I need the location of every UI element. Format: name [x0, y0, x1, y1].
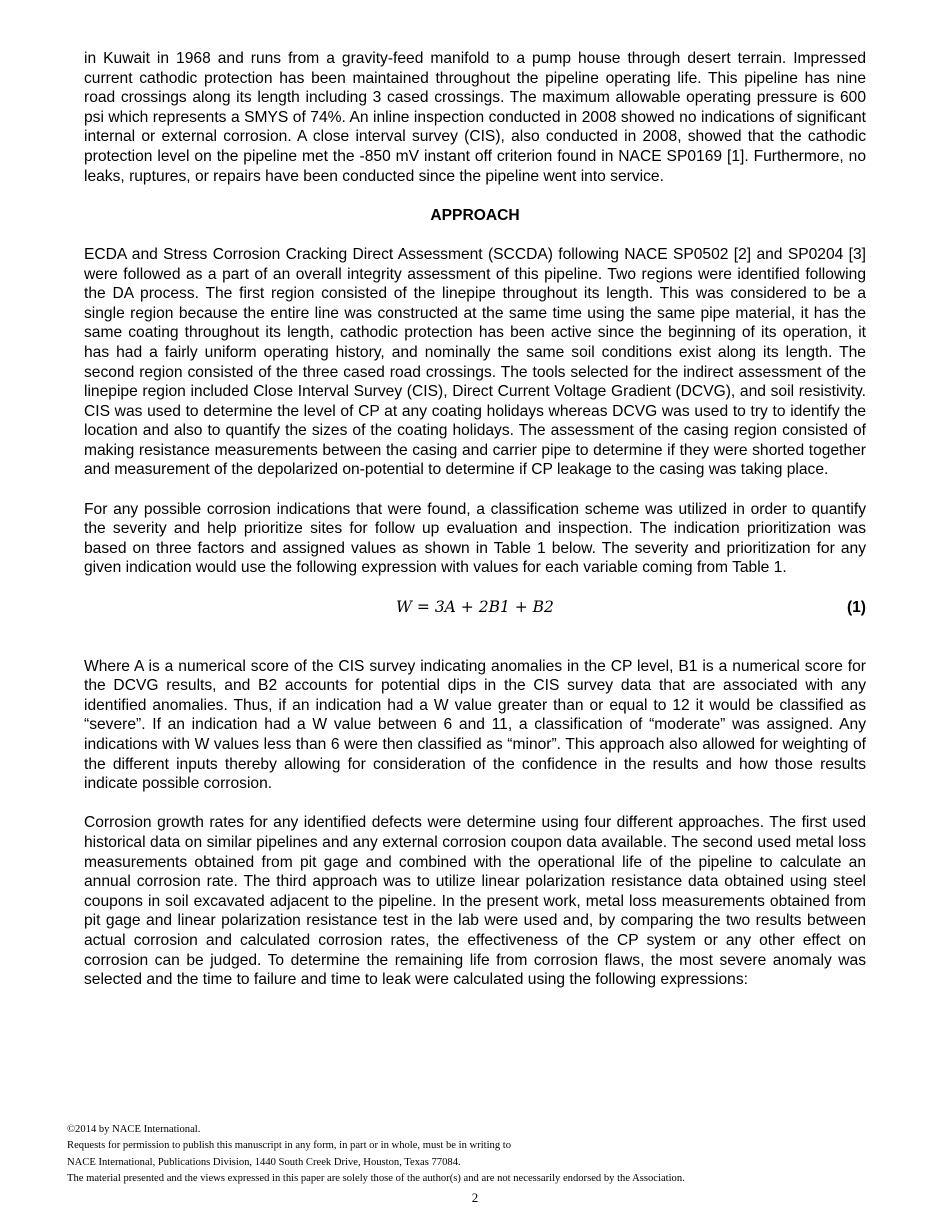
equation-block: [84, 598, 866, 618]
footer: [67, 1122, 887, 1188]
footer-address: NACE International, Publications Division, 1440 South Creek Drive, Houston, Texas 77084.: [67, 1156, 461, 1168]
paragraph-intro: in Kuwait in 1968 and runs from a gravity-feed manifold to a pump house through desert terrain. Impressed current cathodic protection has been maintained throughout the pipeline operating life. This pipeline has nine road crossings along its length including 3 cased crossings. The maximum allowable operating pressure is 600 psi which represents a SMYS of 74%. An inline inspection conducted in 2008 showed no indications of significant internal or external corrosion. A close interval survey (CIS), also conducted in 2008, showed that the cathodic protection level on the pipeline met the -850 mV instant off criterion found in NACE SP0169 [1]. Furthermore, no leaks, ruptures, or repairs have been conducted since the pipeline went into service.: [84, 50, 866, 185]
paragraph-growth-rates: Corrosion growth rates for any identified defects were determine using four different approaches. The first used historical data on similar pipelines and any external corrosion coupon data available. The second used metal loss measurements obtained from pit gage and combined with the operational life of the pipeline to calculate an annual corrosion rate. The third approach was to utilize linear polarization resistance data obtained using steel coupons in soil excavated adjacent to the pipeline. In the present work, metal loss measurements obtained from pit gage and linear polarization resistance test in the lab were used and, by comparing the two results between actual corrosion and calculated corrosion rates, the effectiveness of the CP system or any other effect on corrosion can be judged. To determine the remaining life from corrosion flaws, the most severe anomaly was selected and the time to failure and time to leak were calculated using the following expressions:: [84, 814, 866, 989]
page-number: 2: [471, 1190, 479, 1205]
equation: W = 3A + 2B1 + B2: [396, 597, 554, 616]
paragraph-approach-1: ECDA and Stress Corrosion Cracking Direct Assessment (SCCDA) following NACE SP0502 [2] and SP0204 [3] were followed as a part of an overall integrity assessment of this pipeline. Two regions were identified following the DA process. The first region consisted of the linepipe throughout its length. This was considered to be a single region because the entire line was constructed at the same time using the same pipe material, it has the same coating throughout its length, cathodic protection has been active since the beginning of its operation, it has had a fairly uniform operating history, and nominally the same soil conditions exist along its length. The second region consisted of the three cased road crossings. The tools selected for the indirect assessment of the linepipe region included Close Interval Survey (CIS), Direct Current Voltage Gradient (DCVG), and soil resistivity. CIS was used to determine the level of CP at any coating holidays whereas DCVG was used to try to identify the location and also to quantify the sizes of the coating holidays. The assessment of the casing region consisted of making resistance measurements between the casing and carrier pipe to determine if they were shorted together and measurement of the depolarized on-potential to determine if CP leakage to the casing was taking place.: [84, 245, 866, 479]
paragraph-approach-2: For any possible corrosion indications that were found, a classification scheme was utilized in order to quantify the severity and help prioritize sites for follow up evaluation and inspection. The indication prioritization was based on three factors and assigned values as shown in Table 1 below. The severity and prioritization for any given indication would use the following expression with values for each variable coming from Table 1.: [84, 500, 866, 577]
body-text: [84, 49, 866, 1009]
footer-copyright: ©2014 by NACE International.: [67, 1124, 201, 1135]
footer-permission: Requests for permission to publish this manuscript in any form, in part or in whole, must be in writing to: [67, 1140, 512, 1152]
section-heading-approach: APPROACH: [430, 206, 520, 224]
equation-number: (1): [846, 598, 866, 616]
footer-disclaimer: The material presented and the views expressed in this paper are solely those of the author(s) and are not necessarily endorsed by the Association.: [67, 1173, 685, 1185]
paragraph-after-equation: Where A is a numerical score of the CIS survey indicating anomalies in the CP level, B1 is a numerical score for the DCVG results, and B2 accounts for potential dips in the CIS survey data that are associated with any identified anomalies. Thus, if an indication had a W value greater than or equal to 12 it would be classified as “severe”. If an indication had a W value between 6 and 11, a classification of “moderate” was assigned. Any indications with W values less than 6 were then classified as “minor”. This approach also allowed for weighting of the different inputs thereby allowing for consideration of the confidence in the results and how those results indicate possible corrosion.: [84, 657, 866, 793]
